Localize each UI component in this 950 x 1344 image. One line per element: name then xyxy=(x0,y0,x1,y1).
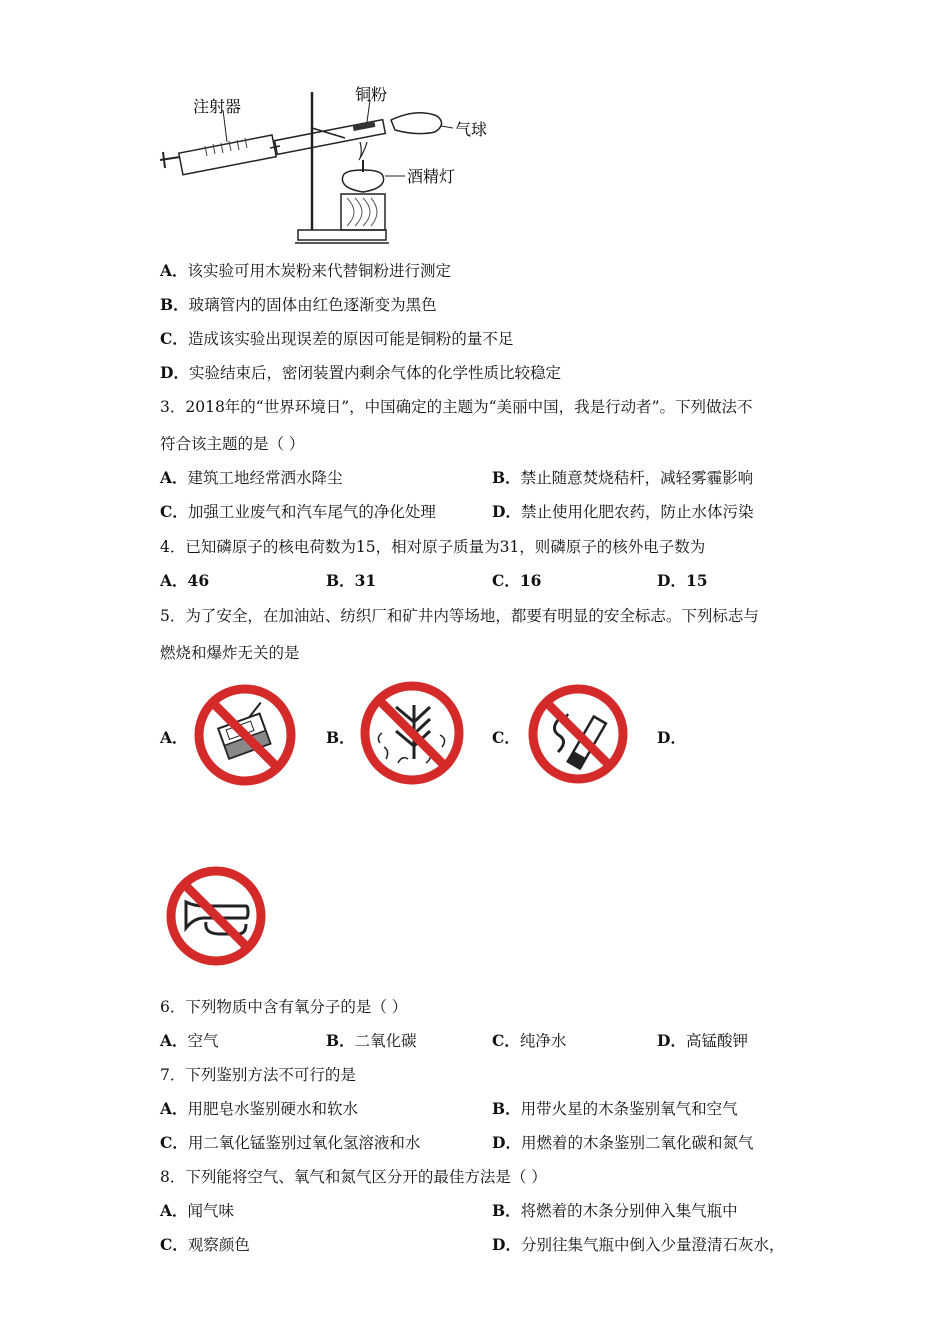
q2-option-d: D．实验结束后，密闭装置内剩余气体的化学性质比较稳定 xyxy=(160,363,561,382)
q6-option-a: A．空气 xyxy=(160,1031,219,1050)
no-smoking-icon xyxy=(524,680,632,788)
q4-stem: 4．已知磷原子的核电荷数为15，相对原子质量为31，则磷原子的核外电子数为 xyxy=(160,538,706,556)
q3-option-a: A．建筑工地经常洒水降尘 xyxy=(160,468,343,487)
q4-option-b: B．31 xyxy=(326,571,377,590)
q2-option-c: C．造成该实验出现误差的原因可能是铜粉的量不足 xyxy=(160,329,514,348)
q8-option-c: C．观察颜色 xyxy=(160,1235,250,1254)
q3-stem-cont: 符合该主题的是（ ） xyxy=(160,435,305,453)
q3-option-b: B．禁止随意焚烧秸杆，减轻雾霾影响 xyxy=(492,468,754,487)
no-matches-icon xyxy=(190,680,300,790)
apparatus-figure xyxy=(155,80,495,250)
q7-option-b: B．用带火星的木条鉴别氧气和空气 xyxy=(492,1099,738,1118)
q3-option-d: D．禁止使用化肥农药，防止水体污染 xyxy=(492,502,754,521)
q7-option-c: C．用二氧化锰鉴别过氧化氢溶液和水 xyxy=(160,1133,421,1152)
q8-option-b: B．将燃着的木条分别伸入集气瓶中 xyxy=(492,1201,738,1220)
q8-stem: 8．下列能将空气、氧气和氮气区分开的最佳方法是（ ） xyxy=(160,1168,547,1186)
q2-option-b: B．玻璃管内的固体由红色逐渐变为黑色 xyxy=(160,295,437,314)
label-syringe: 注射器 xyxy=(193,97,242,116)
q7-stem: 7．下列鉴别方法不可行的是 xyxy=(160,1066,356,1084)
no-burning-grass-icon xyxy=(356,677,468,789)
label-balloon: 气球 xyxy=(455,120,488,139)
sign-label-b: B． xyxy=(326,728,355,747)
q8-option-d: D．分别往集气瓶中倒入少量澄清石灰水， xyxy=(492,1235,785,1254)
q5-stem-cont: 燃烧和爆炸无关的是 xyxy=(160,644,300,662)
q6-option-c: C．纯净水 xyxy=(492,1031,567,1050)
sign-label-a: A． xyxy=(160,728,188,747)
sign-label-c: C． xyxy=(492,728,520,747)
q3-stem: 3．2018年的“世界环境日”，中国确定的主题为“美丽中国，我是行动者”。下列做法不 xyxy=(160,398,753,416)
q6-option-d: D．高锰酸钾 xyxy=(657,1031,748,1050)
q8-option-a: A．闻气味 xyxy=(160,1201,235,1220)
q2-option-a: A．该实验可用木炭粉来代替铜粉进行测定 xyxy=(160,261,452,280)
label-copper: 铜粉 xyxy=(355,85,388,104)
q7-option-a: A．用肥皂水鉴别硬水和软水 xyxy=(160,1099,359,1118)
q3-option-c: C．加强工业废气和汽车尾气的净化处理 xyxy=(160,502,436,521)
q4-option-d: D．15 xyxy=(657,571,708,590)
sign-label-d: D． xyxy=(657,728,686,747)
q4-option-c: C．16 xyxy=(492,571,542,590)
q6-stem: 6．下列物质中含有氧分子的是（ ） xyxy=(160,998,408,1016)
q7-option-d: D．用燃着的木条鉴别二氧化碳和氮气 xyxy=(492,1133,754,1152)
q5-stem: 5．为了安全，在加油站、纺织厂和矿井内等场地，都要有明显的安全标志。下列标志与 xyxy=(160,607,759,625)
q4-option-a: A．46 xyxy=(160,571,210,590)
label-lamp: 酒精灯 xyxy=(407,167,456,186)
q6-option-b: B．二氧化碳 xyxy=(326,1031,417,1050)
no-horn-icon xyxy=(162,862,270,970)
